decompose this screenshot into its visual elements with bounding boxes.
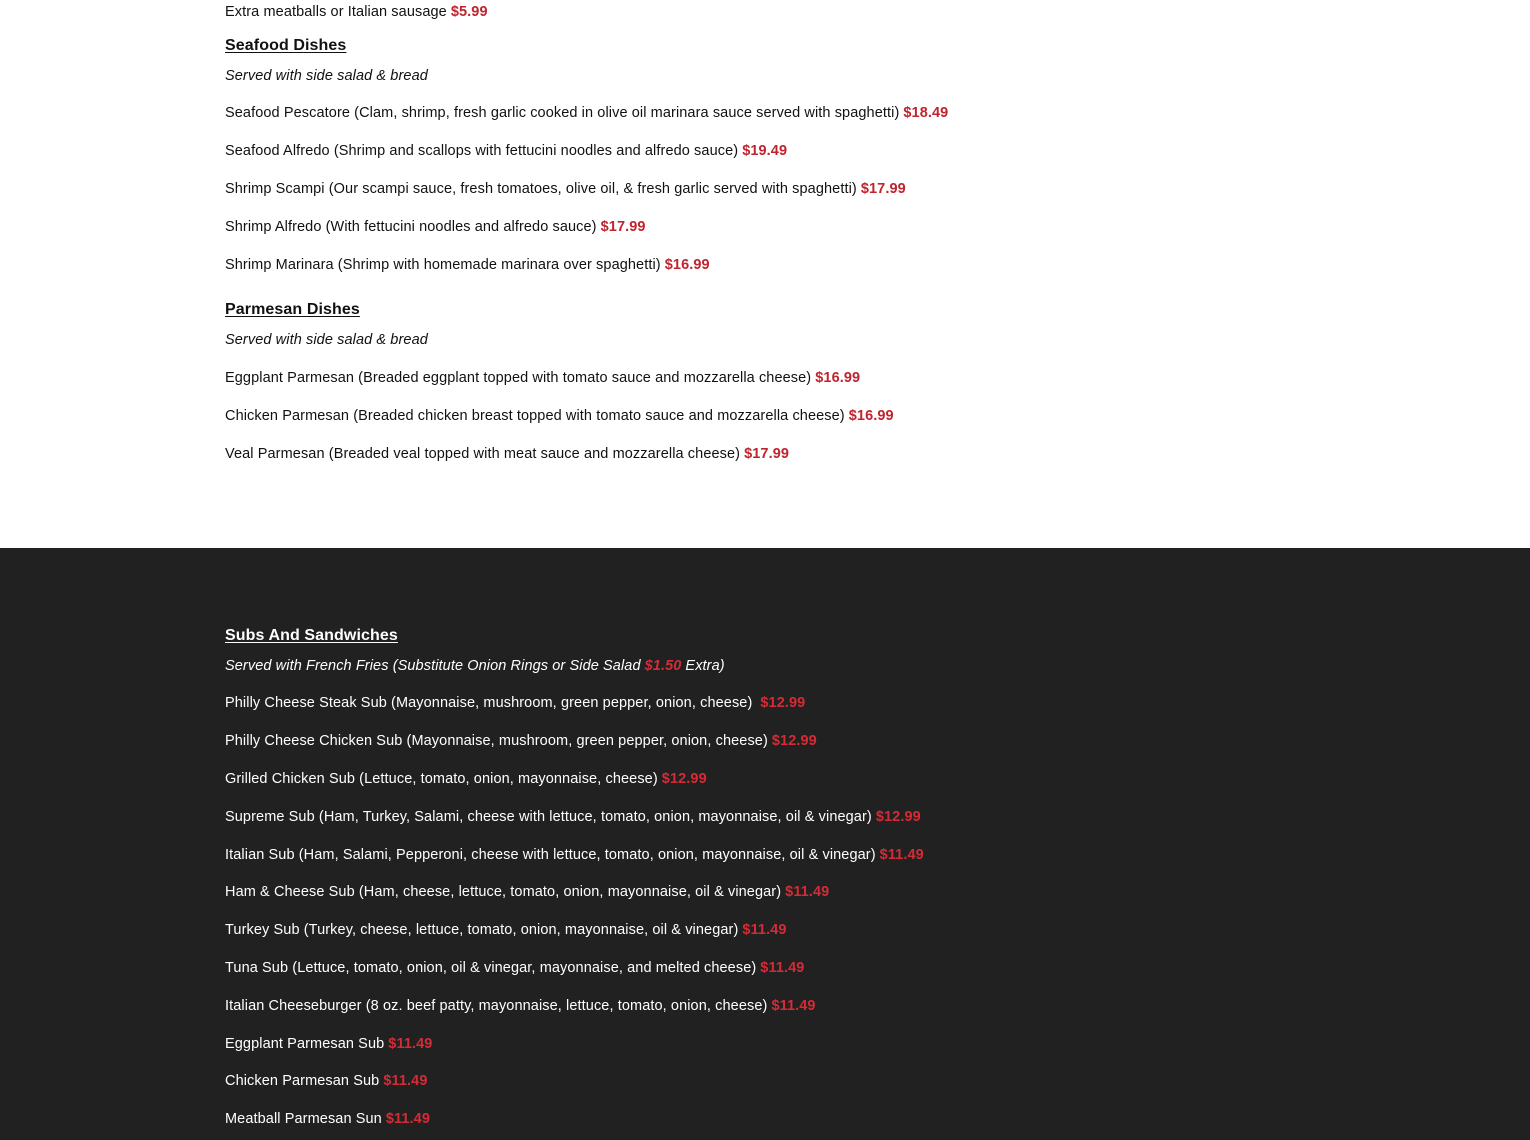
menu-item-turkey-sub [225, 920, 787, 940]
menu-item-meatball-parmesan-sub [225, 1109, 430, 1129]
menu-item-grilled-chicken-sub [225, 769, 707, 789]
item-price: $17.99 [744, 446, 790, 462]
section-subtitle-parmesan: Served with side salad & bread [225, 332, 428, 348]
menu-item-eggplant-parmesan [225, 368, 860, 388]
item-name: Italian Sub (Ham, Salami, Pepperoni, cheese with lettuce, tomato, onion, mayonnaise, oil & vinegar) [225, 847, 876, 863]
item-name: Italian Cheeseburger (8 oz. beef patty, mayonnaise, lettuce, tomato, onion, cheese) [225, 998, 768, 1014]
item-name: Shrimp Alfredo (With fettucini noodles and alfredo sauce) [225, 219, 597, 235]
item-name: Extra meatballs or Italian sausage [225, 4, 447, 20]
item-price: $12.99 [661, 771, 707, 787]
menu-item-italian-cheeseburger [225, 996, 816, 1016]
item-name: Supreme Sub (Ham, Turkey, Salami, cheese with lettuce, tomato, onion, mayonnaise, oil & vinegar) [225, 809, 872, 825]
item-price: $11.49 [771, 998, 816, 1014]
item-name: Tuna Sub (Lettuce, tomato, onion, oil & vinegar, mayonnaise, and melted cheese) [225, 960, 757, 976]
item-price: $5.99 [450, 4, 488, 20]
item-name: Shrimp Marinara (Shrimp with homemade marinara over spaghetti) [225, 257, 661, 273]
item-price: $12.99 [875, 809, 921, 825]
item-price: $11.49 [388, 1036, 433, 1052]
item-price: $19.49 [742, 143, 788, 159]
menu-item-tuna-sub [225, 958, 804, 978]
item-price: $18.49 [903, 105, 949, 121]
menu-item-ham-cheese-sub [225, 882, 829, 902]
light-menu-section [0, 0, 1530, 548]
item-price: $11.49 [785, 884, 830, 900]
item-name: Grilled Chicken Sub (Lettuce, tomato, onion, mayonnaise, cheese) [225, 771, 658, 787]
menu-item-supreme-sub [225, 807, 921, 827]
item-name: Philly Cheese Chicken Sub (Mayonnaise, mushroom, green pepper, onion, cheese) [225, 733, 768, 749]
item-name: Eggplant Parmesan Sub [225, 1036, 385, 1052]
menu-item-italian-sub [225, 845, 924, 865]
item-name: Seafood Pescatore (Clam, shrimp, fresh garlic cooked in olive oil marinara sauce served with spaghetti) [225, 105, 900, 121]
item-price: $11.49 [760, 960, 805, 976]
menu-item-veal-parmesan [225, 444, 789, 464]
item-price: $11.49 [879, 847, 924, 863]
menu-item-shrimp-alfredo [225, 217, 646, 237]
menu-item-shrimp-scampi [225, 179, 906, 199]
menu-item-extra-meatballs [225, 2, 488, 22]
item-price: $16.99 [815, 370, 861, 386]
item-name: Turkey Sub (Turkey, cheese, lettuce, tomato, onion, mayonnaise, oil & vinegar) [225, 922, 739, 938]
item-price: $11.49 [383, 1073, 428, 1089]
item-name: Veal Parmesan (Breaded veal topped with meat sauce and mozzarella cheese) [225, 446, 741, 462]
menu-item-philly-cheese-steak [225, 693, 805, 713]
menu-item-seafood-pescatore [225, 103, 948, 123]
item-price: $16.99 [664, 257, 710, 273]
item-name: Eggplant Parmesan (Breaded eggplant topped with tomato sauce and mozzarella cheese) [225, 370, 812, 386]
item-name: Chicken Parmesan Sub [225, 1073, 380, 1089]
item-name: Seafood Alfredo (Shrimp and scallops with fettucini noodles and alfredo sauce) [225, 143, 739, 159]
menu-item-seafood-alfredo [225, 141, 787, 161]
item-name: Chicken Parmesan (Breaded chicken breast topped with tomato sauce and mozzarella cheese) [225, 408, 845, 424]
dark-menu-section [0, 548, 1530, 1140]
menu-item-chicken-parmesan [225, 406, 894, 426]
item-name: Ham & Cheese Sub (Ham, cheese, lettuce, tomato, onion, mayonnaise, oil & vinegar) [225, 884, 782, 900]
item-price: $17.99 [860, 181, 906, 197]
section-heading-parmesan: Parmesan Dishes [225, 301, 360, 318]
item-price: $11.49 [385, 1111, 431, 1127]
item-price: $12.99 [771, 733, 817, 749]
item-price: $12.99 [760, 695, 806, 711]
item-name: Meatball Parmesan Sun [225, 1111, 382, 1127]
subtitle-text: Served with French Fries (Substitute Onion Rings or Side Salad [225, 658, 641, 674]
section-heading-subs: Subs And Sandwiches [225, 627, 398, 644]
subtitle-price: $1.50 [644, 658, 682, 674]
item-price: $16.99 [848, 408, 894, 424]
section-subtitle-seafood: Served with side salad & bread [225, 68, 428, 84]
section-subtitle-subs [225, 656, 725, 676]
item-price: $17.99 [600, 219, 646, 235]
item-name: Philly Cheese Steak Sub (Mayonnaise, mushroom, green pepper, onion, cheese) [225, 695, 753, 711]
section-heading-seafood: Seafood Dishes [225, 37, 347, 54]
menu-item-shrimp-marinara [225, 255, 710, 275]
subtitle-text-end: Extra) [685, 658, 725, 674]
item-name: Shrimp Scampi (Our scampi sauce, fresh tomatoes, olive oil, & fresh garlic served with spaghetti) [225, 181, 857, 197]
menu-item-chicken-parmesan-sub [225, 1071, 427, 1091]
menu-item-eggplant-parmesan-sub [225, 1034, 432, 1054]
menu-item-philly-cheese-chicken [225, 731, 817, 751]
item-price: $11.49 [742, 922, 787, 938]
